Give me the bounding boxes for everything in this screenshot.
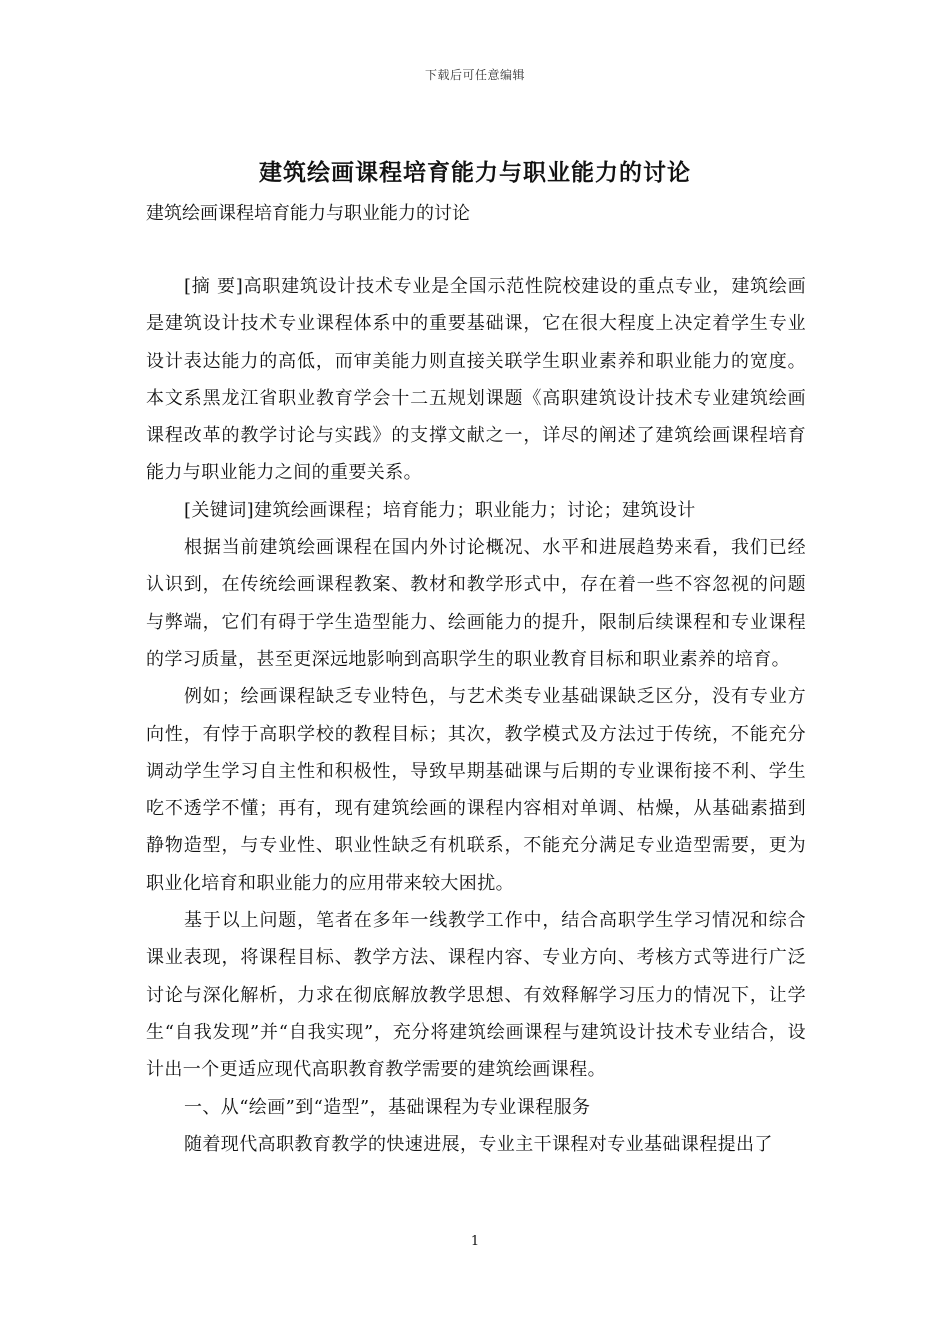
body-paragraph: 基于以上问题，笔者在多年一线教学工作中，结合高职学生学习情况和综合课业表现，将课程目标、教学方法、课程内容、专业方向、考核方式等进行广泛讨论与深化解析，力求在彻底解放教学思想、有效释解学习压力的情况下，让学生“自我发现”并“自我实现”，充分将建筑绘画课程与建筑设计技术专业结合，设计出一个更适应现代高职教育教学需要的建筑绘画课程。 bbox=[146, 910, 806, 1081]
body-paragraph: 随着现代高职教育教学的快速进展，专业主干课程对专业基础课程提出了 bbox=[184, 1133, 773, 1155]
page-number: 1 bbox=[470, 1234, 480, 1249]
keywords-paragraph: [关键词]建筑绘画课程；培育能力；职业能力；讨论；建筑设计 bbox=[184, 499, 696, 521]
document-body bbox=[146, 268, 806, 1163]
body-paragraph: 例如；绘画课程缺乏专业特色，与艺术类专业基础课缺乏区分，没有专业方向性，有悖于高职学校的教程目标；其次，教学模式及方法过于传统，不能充分调动学生学习自主性和积极性，导致早期基础课与后期的专业课衔接不利、学生吃不透学不懂；再有，现有建筑绘画的课程内容相对单调、枯燥，从基础素描到静物造型，与专业性、职业性缺乏有机联系，不能充分满足专业造型需要，更为职业化培育和职业能力的应用带来较大困扰。 bbox=[146, 686, 806, 894]
abstract-paragraph: [摘 要]高职建筑设计技术专业是全国示范性院校建设的重点专业，建筑绘画是建筑设计技术专业课程体系中的重要基础课，它在很大程度上决定着学生专业设计表达能力的高低，而审美能力则直接关联学生职业素养和职业能力的宽度。本文系黑龙江省职业教育学会十二五规划课题《高职建筑设计技术专业建筑绘画课程改革的教学讨论与实践》的支撑文献之一，详尽的阐述了建筑绘画课程培育能力与职业能力之间的重要关系。 bbox=[146, 276, 806, 484]
header-note: 下载后可任意编辑 bbox=[424, 68, 525, 82]
body-paragraph: 根据当前建筑绘画课程在国内外讨论概况、水平和进展趋势来看，我们已经认识到，在传统绘画课程教案、教材和教学形式中，存在着一些不容忽视的问题与弊端，它们有碍于学生造型能力、绘画能力的提升，限制后续课程和专业课程的学习质量，甚至更深远地影响到高职学生的职业教育目标和职业素养的培育。 bbox=[146, 537, 806, 670]
document-subtitle: 建筑绘画课程培育能力与职业能力的讨论 bbox=[146, 203, 470, 224]
document-title: 建筑绘画课程培育能力与职业能力的讨论 bbox=[259, 159, 691, 186]
section-heading: 一、从“绘画”到“造型”，基础课程为专业课程服务 bbox=[184, 1096, 591, 1118]
